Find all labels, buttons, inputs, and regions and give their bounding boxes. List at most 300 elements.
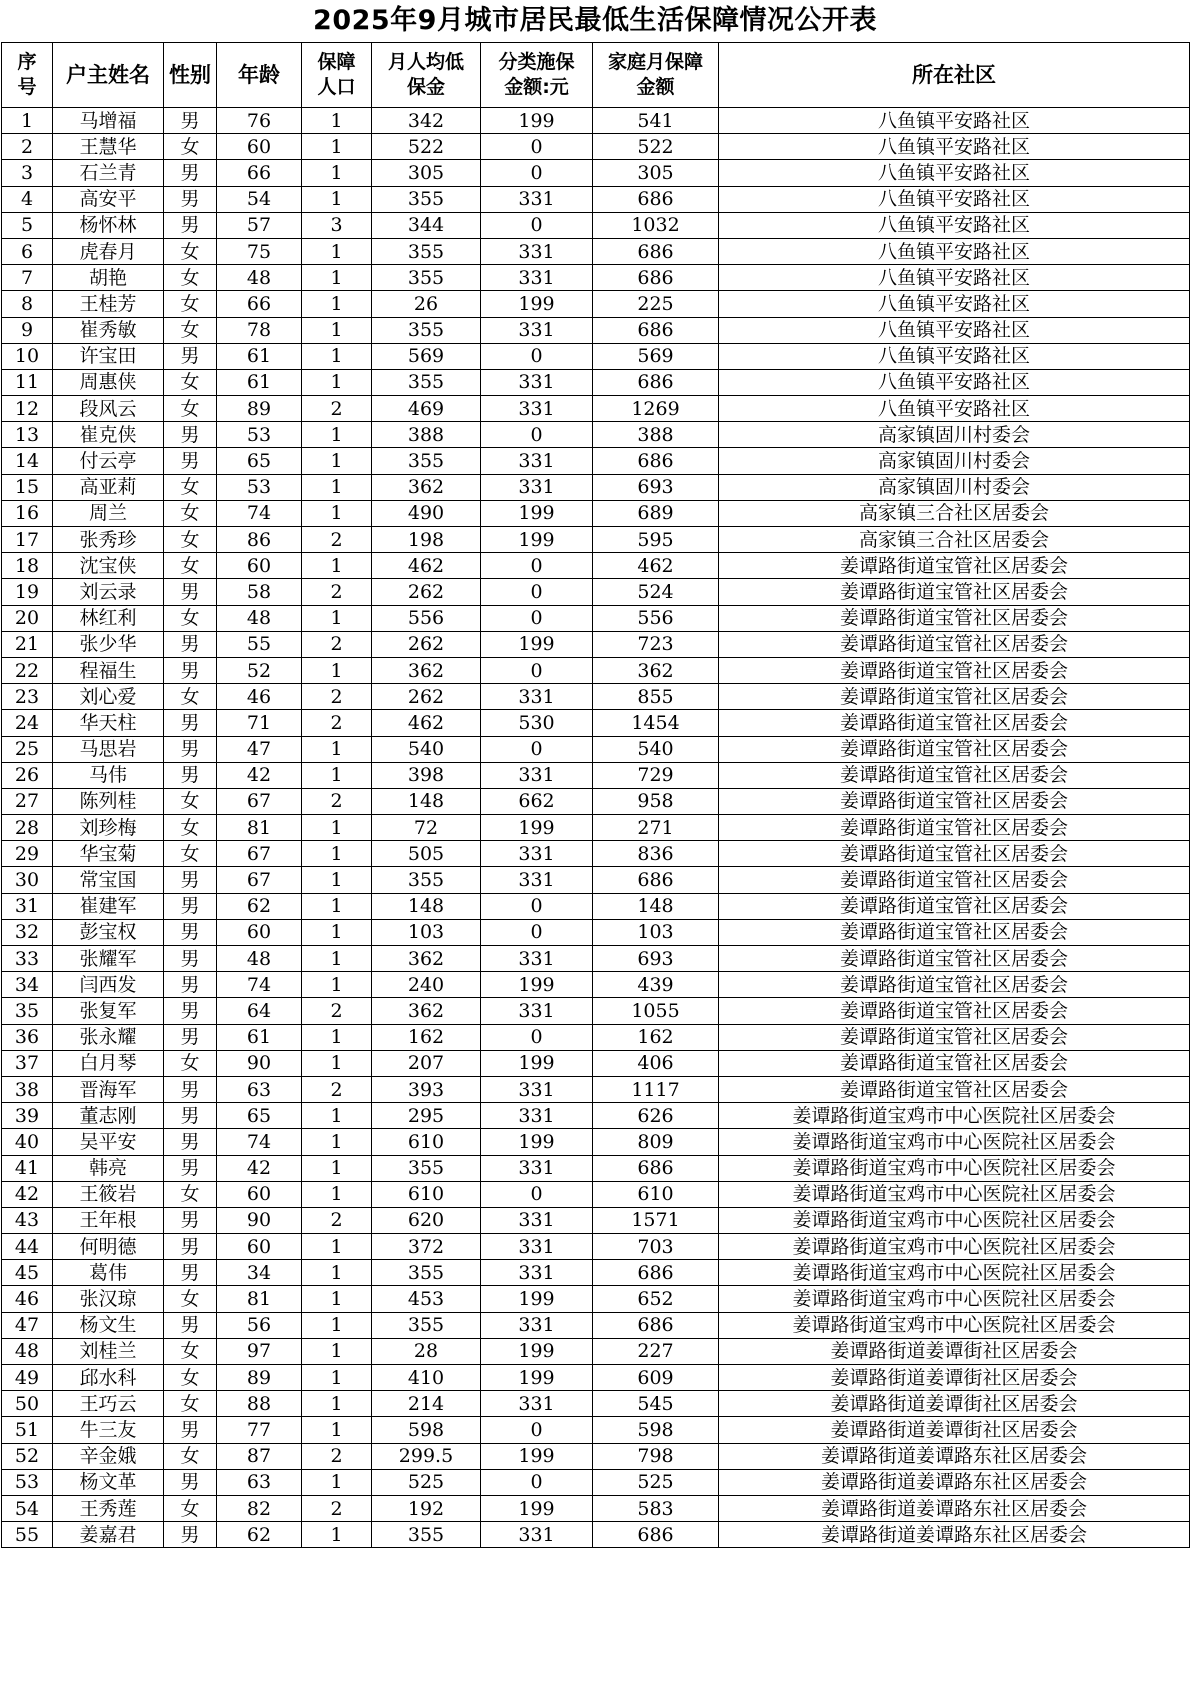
table-row: [2, 998, 1190, 1024]
cell-avg-allowance: 556: [372, 605, 481, 631]
cell-householder-name: 周惠侠: [53, 369, 164, 395]
cell-family-amount: 148: [593, 893, 719, 919]
cell-avg-allowance: 362: [372, 998, 481, 1024]
table-row: [2, 1050, 1190, 1076]
table-row: [2, 422, 1190, 448]
cell-classified-amount: 0: [481, 579, 593, 605]
cell-people: 1: [302, 474, 372, 500]
cell-classified-amount: 199: [481, 972, 593, 998]
cell-family-amount: 686: [593, 1312, 719, 1338]
cell-community: 八鱼镇平安路社区: [719, 134, 1190, 160]
cell-classified-amount: 331: [481, 867, 593, 893]
cell-gender: 女: [164, 291, 217, 317]
cell-classified-amount: 0: [481, 422, 593, 448]
cell-family-amount: 610: [593, 1181, 719, 1207]
cell-age: 48: [217, 265, 302, 291]
table-row: [2, 1024, 1190, 1050]
cell-people: 2: [302, 998, 372, 1024]
cell-classified-amount: 199: [481, 1365, 593, 1391]
table-row: [2, 369, 1190, 395]
cell-family-amount: 524: [593, 579, 719, 605]
cell-age: 89: [217, 396, 302, 422]
cell-community: 姜谭路街道宝管社区居委会: [719, 998, 1190, 1024]
cell-community: 八鱼镇平安路社区: [719, 160, 1190, 186]
cell-classified-amount: 530: [481, 710, 593, 736]
cell-gender: 女: [164, 684, 217, 710]
cell-people: 2: [302, 788, 372, 814]
cell-seq: 3: [2, 160, 53, 186]
cell-age: 87: [217, 1443, 302, 1469]
cell-family-amount: 569: [593, 343, 719, 369]
cell-family-amount: 652: [593, 1286, 719, 1312]
cell-classified-amount: 331: [481, 317, 593, 343]
table-row: [2, 553, 1190, 579]
cell-householder-name: 张永耀: [53, 1024, 164, 1050]
cell-age: 82: [217, 1495, 302, 1521]
cell-age: 60: [217, 1181, 302, 1207]
cell-community: 姜谭路街道宝管社区居委会: [719, 893, 1190, 919]
cell-people: 1: [302, 972, 372, 998]
cell-classified-amount: 0: [481, 919, 593, 945]
cell-gender: 女: [164, 396, 217, 422]
cell-avg-allowance: 355: [372, 186, 481, 212]
cell-community: 八鱼镇平安路社区: [719, 317, 1190, 343]
cell-seq: 4: [2, 186, 53, 212]
cell-avg-allowance: 355: [372, 317, 481, 343]
cell-householder-name: 王慧华: [53, 134, 164, 160]
table-row: [2, 186, 1190, 212]
cell-community: 姜谭路街道宝管社区居委会: [719, 631, 1190, 657]
table-row: [2, 265, 1190, 291]
header-name: 户主姓名: [53, 43, 164, 108]
cell-gender: 男: [164, 710, 217, 736]
cell-people: 1: [302, 265, 372, 291]
cell-community: 姜谭路街道姜谭街社区居委会: [719, 1417, 1190, 1443]
cell-community: 姜谭路街道宝管社区居委会: [719, 762, 1190, 788]
header-age: 年龄: [217, 43, 302, 108]
cell-family-amount: 525: [593, 1469, 719, 1495]
cell-classified-amount: 0: [481, 1181, 593, 1207]
table-row: [2, 1338, 1190, 1364]
cell-community: 姜谭路街道宝管社区居委会: [719, 1076, 1190, 1102]
cell-householder-name: 杨怀林: [53, 212, 164, 238]
cell-family-amount: 271: [593, 815, 719, 841]
cell-classified-amount: 0: [481, 1417, 593, 1443]
cell-family-amount: 686: [593, 1155, 719, 1181]
cell-age: 63: [217, 1076, 302, 1102]
cell-householder-name: 葛伟: [53, 1260, 164, 1286]
cell-community: 姜谭路街道宝管社区居委会: [719, 972, 1190, 998]
cell-community: 姜谭路街道宝管社区居委会: [719, 736, 1190, 762]
cell-people: 1: [302, 1155, 372, 1181]
cell-avg-allowance: 410: [372, 1365, 481, 1391]
table-row: [2, 1391, 1190, 1417]
cell-community: 姜谭路街道宝管社区居委会: [719, 553, 1190, 579]
cell-community: 姜谭路街道宝管社区居委会: [719, 1050, 1190, 1076]
table-row: [2, 919, 1190, 945]
table-row: [2, 1417, 1190, 1443]
cell-classified-amount: 331: [481, 265, 593, 291]
cell-householder-name: 张少华: [53, 631, 164, 657]
cell-classified-amount: 0: [481, 736, 593, 762]
cell-seq: 44: [2, 1234, 53, 1260]
cell-seq: 39: [2, 1103, 53, 1129]
cell-householder-name: 刘云录: [53, 579, 164, 605]
cell-age: 86: [217, 527, 302, 553]
cell-family-amount: 686: [593, 238, 719, 264]
cell-age: 65: [217, 448, 302, 474]
cell-avg-allowance: 262: [372, 684, 481, 710]
cell-people: 1: [302, 919, 372, 945]
cell-avg-allowance: 362: [372, 946, 481, 972]
cell-family-amount: 798: [593, 1443, 719, 1469]
cell-classified-amount: 199: [481, 1338, 593, 1364]
cell-age: 55: [217, 631, 302, 657]
table-row: [2, 788, 1190, 814]
cell-avg-allowance: 610: [372, 1181, 481, 1207]
cell-people: 2: [302, 631, 372, 657]
cell-family-amount: 103: [593, 919, 719, 945]
cell-community: 八鱼镇平安路社区: [719, 369, 1190, 395]
cell-householder-name: 白月琴: [53, 1050, 164, 1076]
cell-seq: 2: [2, 134, 53, 160]
cell-community: 高家镇固川村委会: [719, 474, 1190, 500]
cell-classified-amount: 199: [481, 1443, 593, 1469]
cell-householder-name: 崔建军: [53, 893, 164, 919]
cell-avg-allowance: 362: [372, 657, 481, 683]
cell-family-amount: 855: [593, 684, 719, 710]
cell-avg-allowance: 262: [372, 579, 481, 605]
cell-classified-amount: 331: [481, 369, 593, 395]
cell-householder-name: 石兰青: [53, 160, 164, 186]
cell-gender: 男: [164, 1155, 217, 1181]
cell-age: 52: [217, 657, 302, 683]
cell-householder-name: 胡艳: [53, 265, 164, 291]
cell-classified-amount: 331: [481, 841, 593, 867]
cell-avg-allowance: 240: [372, 972, 481, 998]
cell-community: 姜谭路街道姜谭路东社区居委会: [719, 1495, 1190, 1521]
cell-gender: 女: [164, 553, 217, 579]
cell-community: 高家镇固川村委会: [719, 422, 1190, 448]
cell-people: 2: [302, 1495, 372, 1521]
cell-people: 1: [302, 1234, 372, 1260]
cell-family-amount: 686: [593, 1522, 719, 1548]
cell-age: 90: [217, 1207, 302, 1233]
cell-householder-name: 周兰: [53, 500, 164, 526]
cell-householder-name: 高亚莉: [53, 474, 164, 500]
cell-people: 1: [302, 1312, 372, 1338]
cell-seq: 32: [2, 919, 53, 945]
cell-householder-name: 韩亮: [53, 1155, 164, 1181]
table-body: [2, 108, 1190, 1548]
cell-people: 1: [302, 815, 372, 841]
cell-seq: 21: [2, 631, 53, 657]
cell-avg-allowance: 490: [372, 500, 481, 526]
cell-seq: 30: [2, 867, 53, 893]
cell-people: 1: [302, 1391, 372, 1417]
header-family-amount: 家庭月保障 金额: [593, 43, 719, 108]
table-row: [2, 108, 1190, 134]
cell-age: 58: [217, 579, 302, 605]
cell-avg-allowance: 388: [372, 422, 481, 448]
cell-community: 姜谭路街道宝管社区居委会: [719, 815, 1190, 841]
cell-seq: 43: [2, 1207, 53, 1233]
cell-age: 62: [217, 893, 302, 919]
cell-seq: 12: [2, 396, 53, 422]
cell-people: 2: [302, 684, 372, 710]
cell-avg-allowance: 26: [372, 291, 481, 317]
cell-classified-amount: 331: [481, 1312, 593, 1338]
cell-householder-name: 马增福: [53, 108, 164, 134]
cell-avg-allowance: 453: [372, 1286, 481, 1312]
cell-seq: 27: [2, 788, 53, 814]
table-row: [2, 657, 1190, 683]
cell-age: 61: [217, 343, 302, 369]
cell-age: 89: [217, 1365, 302, 1391]
cell-gender: 男: [164, 998, 217, 1024]
cell-seq: 16: [2, 500, 53, 526]
cell-classified-amount: 199: [481, 500, 593, 526]
cell-age: 71: [217, 710, 302, 736]
cell-gender: 女: [164, 1338, 217, 1364]
table-row: [2, 815, 1190, 841]
cell-avg-allowance: 355: [372, 238, 481, 264]
cell-age: 62: [217, 1522, 302, 1548]
cell-householder-name: 马思岩: [53, 736, 164, 762]
cell-family-amount: 1032: [593, 212, 719, 238]
header-people: 保障 人口: [302, 43, 372, 108]
table-row: [2, 1260, 1190, 1286]
cell-seq: 5: [2, 212, 53, 238]
table-row: [2, 448, 1190, 474]
cell-seq: 9: [2, 317, 53, 343]
cell-age: 97: [217, 1338, 302, 1364]
cell-family-amount: 1055: [593, 998, 719, 1024]
cell-age: 78: [217, 317, 302, 343]
cell-gender: 男: [164, 762, 217, 788]
cell-age: 60: [217, 553, 302, 579]
cell-classified-amount: 331: [481, 998, 593, 1024]
cell-avg-allowance: 522: [372, 134, 481, 160]
cell-people: 2: [302, 1076, 372, 1102]
cell-age: 76: [217, 108, 302, 134]
cell-gender: 男: [164, 579, 217, 605]
cell-gender: 男: [164, 1207, 217, 1233]
cell-seq: 55: [2, 1522, 53, 1548]
cell-people: 1: [302, 657, 372, 683]
header-row: [2, 43, 1190, 108]
cell-age: 42: [217, 762, 302, 788]
cell-community: 姜谭路街道宝管社区居委会: [719, 657, 1190, 683]
cell-householder-name: 林红利: [53, 605, 164, 631]
cell-age: 46: [217, 684, 302, 710]
table-row: [2, 1469, 1190, 1495]
cell-gender: 男: [164, 946, 217, 972]
cell-community: 姜谭路街道宝鸡市中心医院社区居委会: [719, 1286, 1190, 1312]
cell-avg-allowance: 355: [372, 265, 481, 291]
cell-householder-name: 杨文革: [53, 1469, 164, 1495]
cell-seq: 1: [2, 108, 53, 134]
cell-seq: 25: [2, 736, 53, 762]
table-row: [2, 238, 1190, 264]
cell-family-amount: 809: [593, 1129, 719, 1155]
cell-classified-amount: 331: [481, 1155, 593, 1181]
cell-avg-allowance: 462: [372, 553, 481, 579]
cell-people: 1: [302, 160, 372, 186]
table-row: [2, 946, 1190, 972]
cell-gender: 男: [164, 631, 217, 657]
cell-age: 48: [217, 946, 302, 972]
cell-people: 1: [302, 1365, 372, 1391]
cell-seq: 7: [2, 265, 53, 291]
cell-classified-amount: 331: [481, 1391, 593, 1417]
cell-people: 1: [302, 1286, 372, 1312]
cell-people: 2: [302, 579, 372, 605]
cell-seq: 54: [2, 1495, 53, 1521]
cell-gender: 男: [164, 867, 217, 893]
cell-community: 姜谭路街道姜谭街社区居委会: [719, 1365, 1190, 1391]
cell-community: 姜谭路街道宝管社区居委会: [719, 1024, 1190, 1050]
cell-gender: 女: [164, 1495, 217, 1521]
cell-community: 姜谭路街道宝鸡市中心医院社区居委会: [719, 1155, 1190, 1181]
cell-avg-allowance: 355: [372, 1260, 481, 1286]
cell-age: 64: [217, 998, 302, 1024]
cell-householder-name: 何明德: [53, 1234, 164, 1260]
cell-seq: 53: [2, 1469, 53, 1495]
cell-community: 姜谭路街道宝鸡市中心医院社区居委会: [719, 1207, 1190, 1233]
cell-householder-name: 闫西发: [53, 972, 164, 998]
cell-family-amount: 362: [593, 657, 719, 683]
cell-avg-allowance: 214: [372, 1391, 481, 1417]
cell-age: 66: [217, 291, 302, 317]
cell-seq: 38: [2, 1076, 53, 1102]
cell-gender: 男: [164, 972, 217, 998]
cell-people: 1: [302, 605, 372, 631]
cell-community: 八鱼镇平安路社区: [719, 343, 1190, 369]
cell-avg-allowance: 103: [372, 919, 481, 945]
table-row: [2, 1522, 1190, 1548]
cell-seq: 51: [2, 1417, 53, 1443]
cell-seq: 37: [2, 1050, 53, 1076]
table-row: [2, 291, 1190, 317]
cell-householder-name: 付云亭: [53, 448, 164, 474]
table-row: [2, 605, 1190, 631]
cell-householder-name: 姜嘉君: [53, 1522, 164, 1548]
cell-family-amount: 545: [593, 1391, 719, 1417]
cell-seq: 35: [2, 998, 53, 1024]
cell-gender: 男: [164, 108, 217, 134]
cell-householder-name: 邱水科: [53, 1365, 164, 1391]
cell-avg-allowance: 72: [372, 815, 481, 841]
cell-people: 1: [302, 1338, 372, 1364]
table-row: [2, 1365, 1190, 1391]
cell-community: 姜谭路街道宝管社区居委会: [719, 919, 1190, 945]
cell-seq: 49: [2, 1365, 53, 1391]
cell-seq: 28: [2, 815, 53, 841]
cell-seq: 26: [2, 762, 53, 788]
cell-family-amount: 162: [593, 1024, 719, 1050]
cell-people: 1: [302, 1103, 372, 1129]
cell-avg-allowance: 372: [372, 1234, 481, 1260]
cell-seq: 42: [2, 1181, 53, 1207]
table-row: [2, 1207, 1190, 1233]
cell-seq: 48: [2, 1338, 53, 1364]
cell-householder-name: 陈列桂: [53, 788, 164, 814]
cell-householder-name: 王筱岩: [53, 1181, 164, 1207]
cell-community: 姜谭路街道宝管社区居委会: [719, 684, 1190, 710]
cell-householder-name: 晋海军: [53, 1076, 164, 1102]
cell-householder-name: 王桂芳: [53, 291, 164, 317]
table-row: [2, 1443, 1190, 1469]
cell-people: 2: [302, 1207, 372, 1233]
cell-age: 42: [217, 1155, 302, 1181]
cell-people: 1: [302, 343, 372, 369]
cell-people: 1: [302, 553, 372, 579]
table-row: [2, 893, 1190, 919]
cell-avg-allowance: 207: [372, 1050, 481, 1076]
cell-age: 74: [217, 500, 302, 526]
cell-avg-allowance: 355: [372, 1522, 481, 1548]
cell-householder-name: 马伟: [53, 762, 164, 788]
cell-classified-amount: 199: [481, 108, 593, 134]
cell-family-amount: 609: [593, 1365, 719, 1391]
cell-householder-name: 辛金娥: [53, 1443, 164, 1469]
cell-age: 67: [217, 867, 302, 893]
cell-gender: 女: [164, 238, 217, 264]
cell-community: 姜谭路街道宝鸡市中心医院社区居委会: [719, 1260, 1190, 1286]
cell-seq: 34: [2, 972, 53, 998]
header-seq: 序 号: [2, 43, 53, 108]
cell-seq: 13: [2, 422, 53, 448]
cell-family-amount: 406: [593, 1050, 719, 1076]
cell-householder-name: 杨文生: [53, 1312, 164, 1338]
cell-avg-allowance: 355: [372, 867, 481, 893]
cell-classified-amount: 331: [481, 396, 593, 422]
cell-seq: 14: [2, 448, 53, 474]
cell-family-amount: 686: [593, 1260, 719, 1286]
cell-community: 八鱼镇平安路社区: [719, 291, 1190, 317]
cell-age: 66: [217, 160, 302, 186]
cell-classified-amount: 331: [481, 1076, 593, 1102]
cell-householder-name: 高安平: [53, 186, 164, 212]
cell-classified-amount: 331: [481, 1260, 593, 1286]
cell-householder-name: 董志刚: [53, 1103, 164, 1129]
cell-people: 1: [302, 1522, 372, 1548]
cell-classified-amount: 331: [481, 1522, 593, 1548]
cell-householder-name: 段风云: [53, 396, 164, 422]
cell-seq: 23: [2, 684, 53, 710]
cell-age: 53: [217, 474, 302, 500]
cell-gender: 男: [164, 1129, 217, 1155]
cell-gender: 女: [164, 1050, 217, 1076]
cell-avg-allowance: 362: [372, 474, 481, 500]
cell-seq: 33: [2, 946, 53, 972]
cell-community: 八鱼镇平安路社区: [719, 238, 1190, 264]
cell-avg-allowance: 469: [372, 396, 481, 422]
header-community: 所在社区: [719, 43, 1190, 108]
cell-classified-amount: 0: [481, 893, 593, 919]
table-row: [2, 1103, 1190, 1129]
cell-classified-amount: 199: [481, 527, 593, 553]
cell-community: 姜谭路街道宝鸡市中心医院社区居委会: [719, 1312, 1190, 1338]
cell-avg-allowance: 344: [372, 212, 481, 238]
cell-community: 姜谭路街道宝管社区居委会: [719, 946, 1190, 972]
cell-community: 姜谭路街道宝管社区居委会: [719, 841, 1190, 867]
cell-avg-allowance: 598: [372, 1417, 481, 1443]
cell-gender: 男: [164, 212, 217, 238]
cell-avg-allowance: 299.5: [372, 1443, 481, 1469]
cell-avg-allowance: 355: [372, 448, 481, 474]
